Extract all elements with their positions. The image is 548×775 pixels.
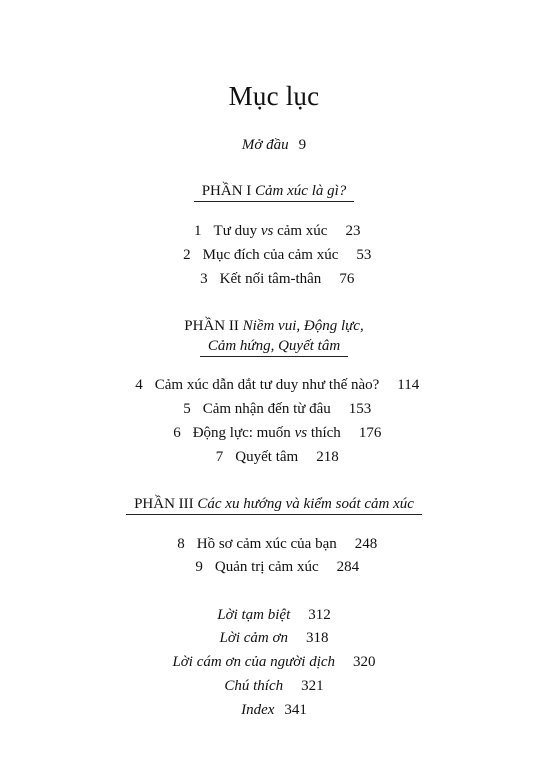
toc-entry-intro[interactable]	[0, 136, 548, 154]
toc-entry-chapter[interactable]	[0, 400, 548, 418]
chapter-title: Quyết tâm	[235, 449, 299, 465]
endmatter-label: Lời cám ơn của người dịch	[172, 654, 336, 670]
part-prefix: PHẦN III	[134, 496, 194, 512]
page-title: Mục lục	[228, 81, 320, 111]
part-title: Các xu hướng và kiểm soát cảm xúc	[197, 496, 414, 512]
chapter-title-italic: vs	[260, 223, 274, 239]
toc-entry-chapter[interactable]	[0, 246, 548, 264]
part-heading-2[interactable]	[0, 317, 548, 335]
chapter-title-rest: cảm xúc	[273, 223, 328, 239]
toc-entry-label: Mở đầu	[241, 137, 289, 153]
part-heading-2-line2[interactable]	[0, 337, 548, 357]
toc-entry-endmatter[interactable]	[0, 677, 548, 695]
endmatter-label: Lời cảm ơn	[219, 630, 288, 646]
part-heading-underline	[194, 182, 355, 202]
endmatter-page: 321	[301, 678, 324, 694]
endmatter-label: Lời tạm biệt	[217, 607, 291, 623]
part-title-line2: Cảm hứng, Quyết tâm	[200, 337, 348, 357]
endmatter-label: Index	[241, 702, 275, 718]
part-heading-3[interactable]	[0, 495, 548, 515]
chapter-title: Tư duy	[213, 223, 261, 239]
toc-entry-page: 9	[298, 137, 307, 153]
toc-entry-chapter[interactable]	[0, 535, 548, 553]
chapter-title: Hồ sơ cảm xúc của bạn	[196, 536, 337, 552]
chapter-page: 53	[356, 247, 372, 263]
chapter-number: 1	[194, 223, 202, 239]
chapter-page: 176	[358, 425, 382, 441]
chapter-page: 284	[336, 559, 360, 575]
part-title: Cảm xúc là gì?	[255, 183, 347, 199]
chapter-title: Kết nối tâm-thân	[219, 271, 322, 287]
toc-entry-endmatter[interactable]	[0, 629, 548, 647]
chapter-page: 23	[345, 223, 361, 239]
chapter-page: 114	[397, 377, 420, 393]
part-prefix: PHẦN II	[184, 318, 239, 334]
toc-entry-chapter[interactable]	[0, 376, 548, 394]
chapter-page: 218	[316, 449, 339, 465]
toc-entry-endmatter[interactable]	[0, 701, 548, 719]
toc-entry-chapter[interactable]	[0, 270, 548, 288]
chapter-title: Động lực: muốn	[192, 425, 295, 441]
chapter-number: 3	[200, 271, 208, 287]
chapter-number: 2	[183, 247, 191, 263]
endmatter-page: 312	[308, 607, 331, 623]
endmatter-page: 318	[306, 630, 329, 646]
part-heading-1[interactable]	[0, 182, 548, 202]
chapter-number: 5	[183, 401, 191, 417]
part-prefix: PHẦN I	[201, 183, 252, 199]
toc-entry-chapter[interactable]	[0, 558, 548, 576]
toc-entry-chapter[interactable]	[0, 222, 548, 240]
part-heading-underline	[126, 495, 422, 515]
chapter-page: 153	[348, 401, 372, 417]
chapter-number: 9	[195, 559, 203, 575]
chapter-title-rest: thích	[307, 425, 341, 441]
chapter-number: 6	[173, 425, 181, 441]
chapter-title-italic: vs	[294, 425, 308, 441]
chapter-page: 248	[354, 536, 378, 552]
part-title-line1: Niềm vui, Động lực,	[242, 318, 364, 334]
chapter-title: Cảm xúc dẫn dắt tư duy như thế nào?	[154, 377, 380, 393]
chapter-page: 76	[339, 271, 355, 287]
toc-entry-endmatter[interactable]	[0, 653, 548, 671]
chapter-number: 4	[135, 377, 143, 393]
chapter-title: Quản trị cảm xúc	[214, 559, 319, 575]
chapter-title: Cảm nhận đến từ đâu	[202, 401, 331, 417]
toc-entry-chapter[interactable]	[0, 448, 548, 466]
chapter-number: 7	[215, 449, 224, 465]
endmatter-page: 341	[284, 702, 307, 718]
toc-entry-chapter[interactable]	[0, 424, 548, 442]
toc-entry-endmatter[interactable]	[0, 606, 548, 624]
chapter-title: Mục đích của cảm xúc	[202, 247, 339, 263]
endmatter-page: 320	[353, 654, 376, 670]
chapter-number: 8	[177, 536, 185, 552]
endmatter-label: Chú thích	[224, 678, 284, 694]
